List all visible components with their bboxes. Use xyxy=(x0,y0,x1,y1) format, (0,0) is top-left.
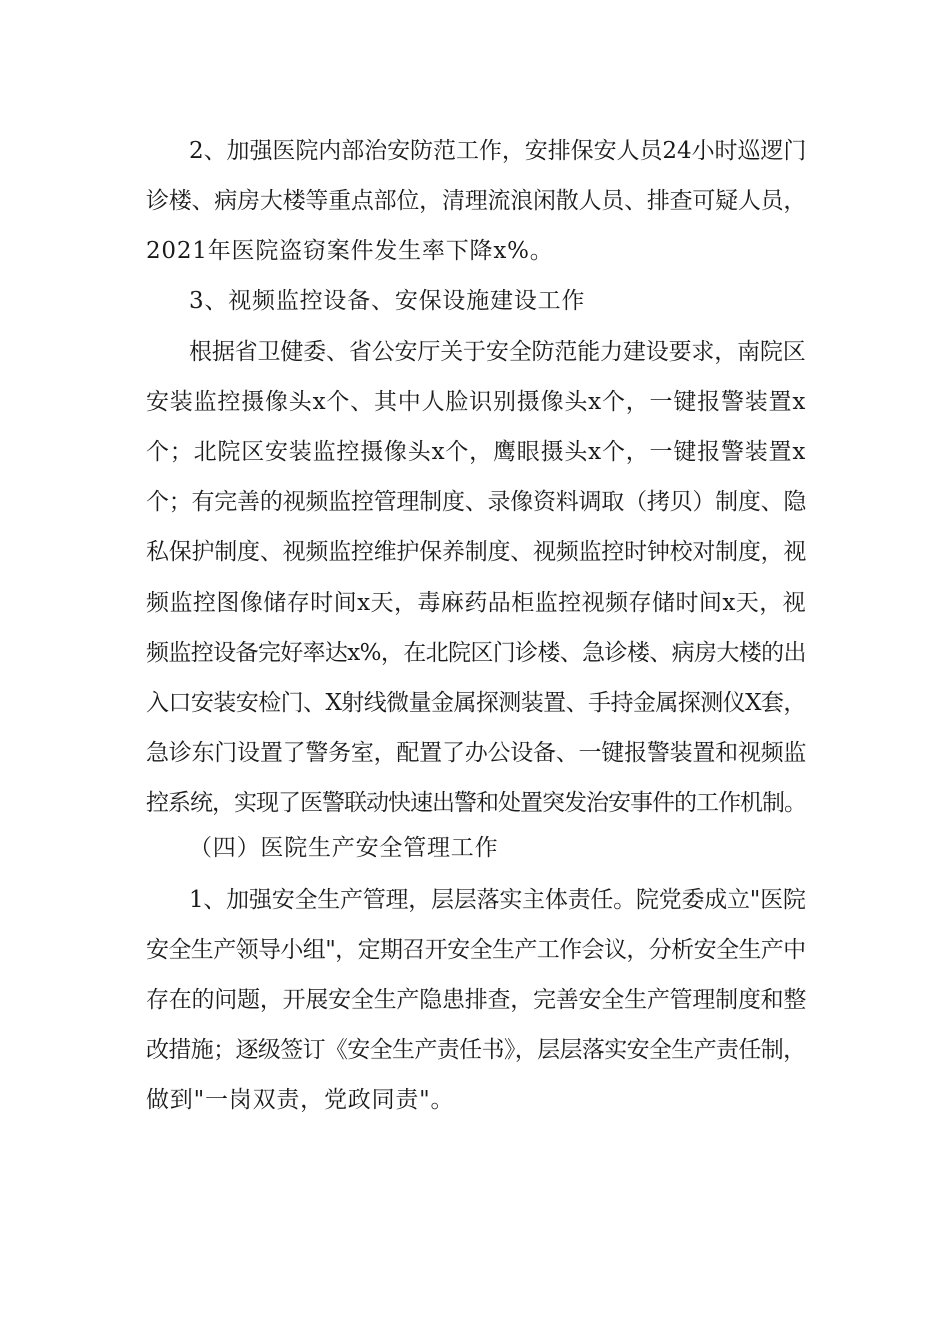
text-line: 2、加强医院内部治安防范工作，安排保安人员24小时巡逻门 xyxy=(189,138,807,164)
text-line: 控系统，实现了医警联动快速出警和处置突发治安事件的工作机制。 xyxy=(146,790,806,816)
text-line: 频监控设备完好率达x%，在北院区门诊楼、急诊楼、病房大楼的出 xyxy=(146,640,806,666)
text-line: 入口安装安检门、X射线微量金属探测装置、手持金属探测仪X套， xyxy=(146,690,806,716)
text-line: 私保护制度、视频监控维护保养制度、视频监控时钟校对制度，视 xyxy=(146,539,807,565)
text-line: 急诊东门设置了警务室，配置了办公设备、一键报警装置和视频监 xyxy=(146,740,807,766)
text-line: 诊楼、病房大楼等重点部位，清理流浪闲散人员、排查可疑人员， xyxy=(146,188,807,214)
text-line: 2021年医院盗窃案件发生率下降x%。 xyxy=(146,238,554,264)
text-line: 1、加强安全生产管理，层层落实主体责任。院党委成立"医院 xyxy=(189,887,806,913)
section-heading: 3、视频监控设备、安保设施建设工作 xyxy=(189,288,586,314)
text-line: 个；北院区安装监控摄像头x个，鹰眼摄头x个，一键报警装置x xyxy=(146,439,807,465)
text-line: 存在的问题，开展安全生产隐患排查，完善安全生产管理制度和整 xyxy=(146,987,807,1013)
text-line: 安全生产领导小组"，定期召开安全生产工作会议，分析安全生产中 xyxy=(146,937,806,963)
text-line: 个；有完善的视频监控管理制度、录像资料调取（拷贝）制度、隐 xyxy=(146,489,807,515)
text-line: 安装监控摄像头x个、其中人脸识别摄像头x个，一键报警装置x xyxy=(146,389,807,415)
text-line: 根据省卫健委、省公安厅关于安全防范能力建设要求，南院区 xyxy=(189,339,806,365)
text-line: 改措施；逐级签订《安全生产责任书》，层层落实安全生产责任制， xyxy=(146,1037,806,1063)
text-line: 做到"一岗双责，党政同责"。 xyxy=(146,1087,455,1113)
section-heading: （四）医院生产安全管理工作 xyxy=(189,835,499,861)
text-line: 频监控图像储存时间x天，毒麻药品柜监控视频存储时间x天，视 xyxy=(146,590,807,616)
